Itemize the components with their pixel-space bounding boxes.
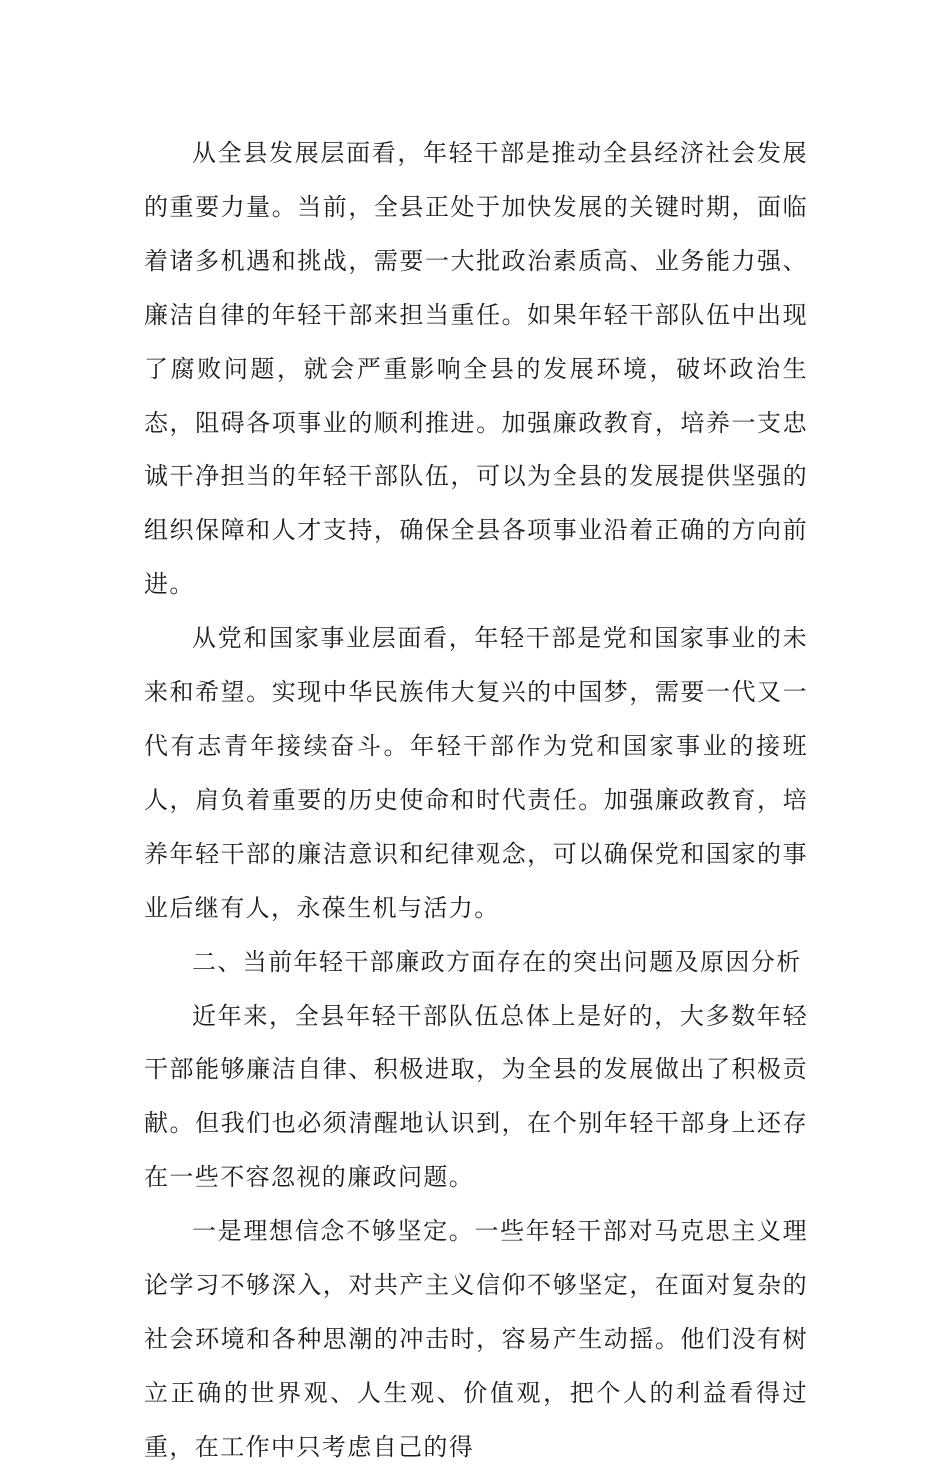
section-heading-problems: 二、当前年轻干部廉政方面存在的突出问题及原因分析 <box>192 947 802 976</box>
document-body <box>144 127 808 1475</box>
paragraph-overview: 近年来，全县年轻干部队伍总体上是好的，大多数年轻干部能够廉洁自律、积极进取，为全县的发展做出了积极贡献。但我们也必须清醒地认识到，在个别年轻干部身上还存在一些不容忽视的廉政问题。 <box>144 1001 808 1192</box>
paragraph-county-development: 从全县发展层面看，年轻干部是推动全县经济社会发展的重要力量。当前，全县正处于加快发展的关键时期，面临着诸多机遇和挑战，需要一大批政治素质高、业务能力强、廉洁自律的年轻干部来担当重任。如果年轻干部队伍中出现了腐败问题，就会严重影响全县的发展环境，破坏政治生态，阻碍各项事业的顺利推进。加强廉政教育，培养一支忠诚干净担当的年轻干部队伍，可以为全县的发展提供坚强的组织保障和人才支持，确保全县各项事业沿着正确的方向前进。 <box>144 139 808 599</box>
paragraph-national-cause: 从党和国家事业层面看，年轻干部是党和国家事业的未来和希望。实现中华民族伟大复兴的中国梦，需要一代又一代有志青年接续奋斗。年轻干部作为党和国家事业的接班人，肩负着重要的历史使命和时代责任。加强廉政教育，培养年轻干部的廉洁意识和纪律观念，可以确保党和国家的事业后继有人，永葆生机与活力。 <box>144 624 808 922</box>
paragraph-first-problem: 一是理想信念不够坚定。一些年轻干部对马克思主义理论学习不够深入，对共产主义信仰不够坚定，在面对复杂的社会环境和各种思潮的冲击时，容易产生动摇。他们没有树立正确的世界观、人生观、价值观，把个人的利益看得过重，在工作中只考虑自己的得 <box>144 1217 808 1461</box>
